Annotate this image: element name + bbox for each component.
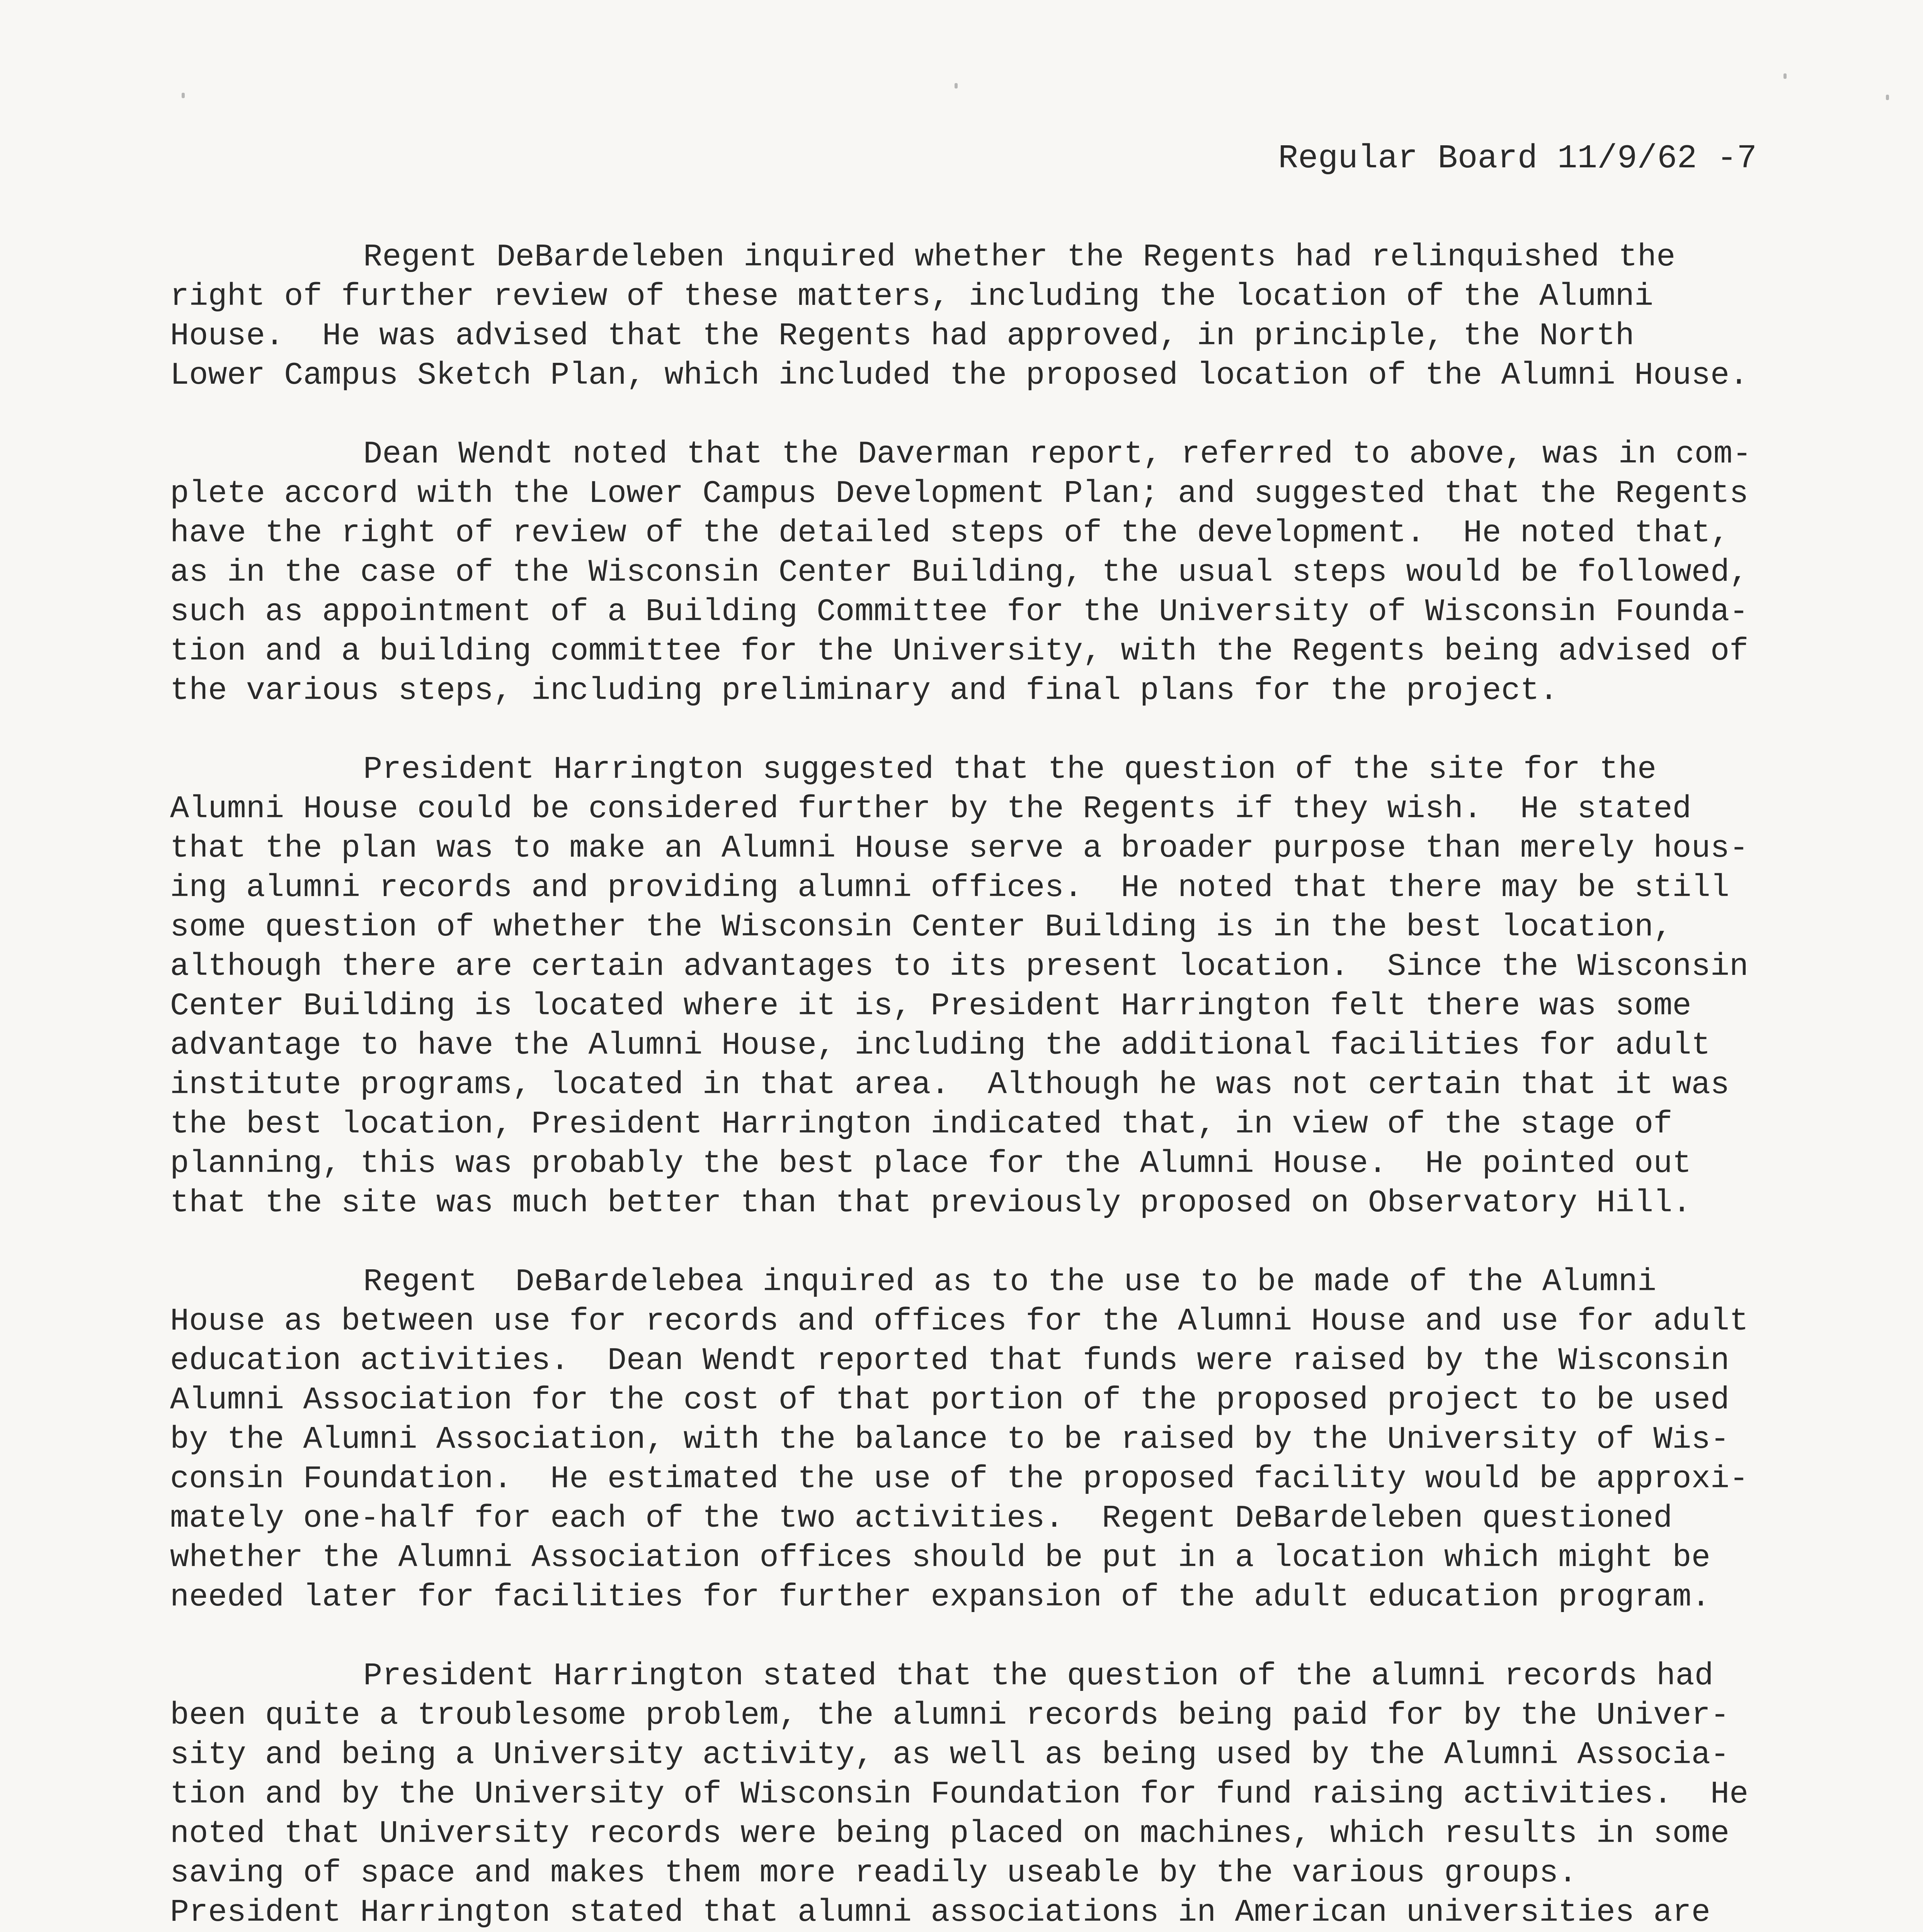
text-line: Regent DeBardeleben inquired whether the Regents had relinquished the	[363, 239, 1676, 275]
paragraph-4	[170, 1262, 1799, 1617]
text-line: that the site was much better than that previously proposed on Observatory Hill.	[170, 1185, 1692, 1221]
paragraph-2	[170, 435, 1799, 711]
scan-speck	[955, 83, 958, 88]
page-header: Regular Board 11/9/62 -7	[1278, 139, 1757, 177]
text-line: President Harrington suggested that the question of the site for the	[363, 752, 1657, 787]
text-line: as in the case of the Wisconsin Center Building, the usual steps would be followed,	[170, 554, 1749, 590]
text-line: Alumni House could be considered further by the Regents if they wish. He stated	[170, 791, 1692, 827]
text-line: advantage to have the Alumni House, including the additional facilities for adult	[170, 1027, 1710, 1063]
text-line: needed later for facilities for further expansion of the adult education program.	[170, 1579, 1710, 1615]
text-line: whether the Alumni Association offices should be put in a location which might be	[170, 1540, 1710, 1576]
scan-speck	[1783, 73, 1787, 79]
document-body	[170, 238, 1799, 1932]
text-line: education activities. Dean Wendt reported that funds were raised by the Wisconsin	[170, 1343, 1730, 1379]
text-line: House. He was advised that the Regents had approved, in principle, the North	[170, 318, 1635, 354]
text-line: by the Alumni Association, with the balance to be raised by the University of Wis-	[170, 1422, 1730, 1458]
text-line: Alumni Association for the cost of that portion of the proposed project to be used	[170, 1382, 1730, 1418]
text-line: Center Building is located where it is, President Harrington felt there was some	[170, 988, 1692, 1024]
text-line: such as appointment of a Building Committee for the University of Wisconsin Founda-	[170, 594, 1749, 630]
text-line: ing alumni records and providing alumni offices. He noted that there may be still	[170, 870, 1730, 906]
text-line: noted that University records were being placed on machines, which results in some	[170, 1816, 1730, 1852]
paragraph-1	[170, 238, 1799, 395]
text-line: tion and a building committee for the University, with the Regents being advised of	[170, 633, 1749, 669]
text-line: the various steps, including preliminary and final plans for the project.	[170, 673, 1559, 709]
text-line: although there are certain advantages to its present location. Since the Wisconsin	[170, 949, 1749, 985]
text-line: have the right of review of the detailed steps of the development. He noted that,	[170, 515, 1730, 551]
text-line: planning, this was probably the best place for the Alumni House. He pointed out	[170, 1146, 1692, 1182]
scan-speck	[1886, 95, 1889, 100]
scan-speck	[182, 93, 185, 98]
text-line: Dean Wendt noted that the Daverman report, referred to above, was in com-	[363, 436, 1752, 472]
text-line: right of further review of these matters, including the location of the Alumni	[170, 279, 1654, 315]
text-line: Lower Campus Sketch Plan, which included the proposed location of the Alumni House.	[170, 357, 1749, 393]
text-line: President Harrington stated that alumni associations in American universities are	[170, 1895, 1710, 1930]
text-line: mately one-half for each of the two activities. Regent DeBardeleben questioned	[170, 1500, 1673, 1536]
text-line: that the plan was to make an Alumni House serve a broader purpose than merely hous-	[170, 830, 1749, 866]
text-line: saving of space and makes them more readily useable by the various groups.	[170, 1855, 1578, 1891]
text-line: tion and by the University of Wisconsin Foundation for fund raising activities. He	[170, 1776, 1749, 1812]
text-line: President Harrington stated that the question of the alumni records had	[363, 1658, 1714, 1694]
text-line: Regent DeBardelebea inquired as to the use to be made of the Alumni	[363, 1264, 1657, 1300]
text-line: House as between use for records and offices for the Alumni House and use for adult	[170, 1303, 1749, 1339]
text-line: consin Foundation. He estimated the use of the proposed facility would be approxi-	[170, 1461, 1749, 1497]
text-line: been quite a troublesome problem, the alumni records being paid for by the Univer-	[170, 1697, 1730, 1733]
text-line: institute programs, located in that area. Although he was not certain that it was	[170, 1067, 1730, 1103]
text-line: some question of whether the Wisconsin Center Building is in the best location,	[170, 909, 1673, 945]
text-line: sity and being a University activity, as well as being used by the Alumni Associa-	[170, 1737, 1730, 1773]
paragraph-3	[170, 750, 1799, 1223]
text-line: the best location, President Harrington indicated that, in view of the stage of	[170, 1106, 1673, 1142]
text-line: plete accord with the Lower Campus Development Plan; and suggested that the Regents	[170, 476, 1749, 512]
paragraph-5	[170, 1656, 1799, 1932]
